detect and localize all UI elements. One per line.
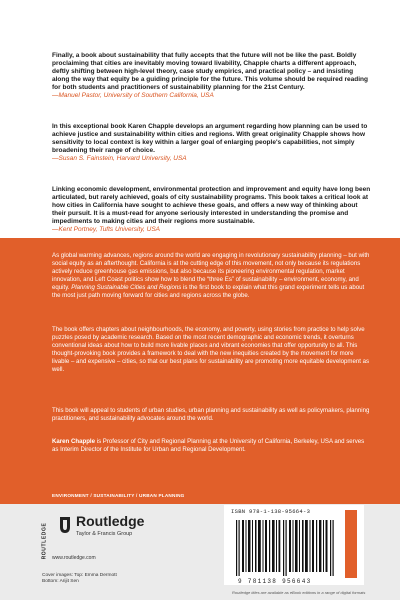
publisher-vertical-text: ROUTLEDGE: [41, 522, 48, 560]
endorsement-quote: [52, 186, 372, 234]
author-bio-text: is Professor of City and Regional Planning at the University of California, Berkeley, USA and serves as Interim Director of the Institute for Urban and Regional Development.: [52, 438, 365, 453]
endorsements-section: [0, 0, 400, 238]
quote-attribution: —Kent Portney, Tufts University, USA: [52, 226, 161, 233]
barcode-graphic: [234, 520, 338, 576]
description-paragraph: [52, 252, 370, 299]
quote-text: In this exceptional book Karen Chapple develops an argument regarding how planning can be used to achieve justice and sustainability within cities and regions. With great originality Chapple shows how sensitivity to local context is key within a larger goal of enlarging people's capabilities, not simply broadening their range of choice.: [52, 123, 368, 154]
endorsement-quote: [52, 123, 372, 163]
cover-credits: [42, 573, 117, 585]
ean-number: 9 781138 956643: [238, 578, 312, 585]
subject-categories: ENVIRONMENT / SUSTAINABILITY / URBAN PLANNING: [52, 493, 185, 498]
publisher-subtitle: Taylor & Francis Group: [76, 531, 133, 537]
author-bio: [52, 438, 370, 454]
informa-tag: [336, 510, 357, 578]
credit-line: Cover images: Top: Emma Dermott: [42, 573, 117, 578]
endorsement-quote: [52, 52, 372, 100]
description-text: As global warming advances, regions around the world are engaging in revolutionary sustainability planning – but with social equity as an afterthought. California is at the cutting edge of this movement, not only because its regulations actively reduce greenhouse gas emissions, but also because its pioneering environmental regulation, market innovation, and Left Coast politics show how to blend the “three Es” of sustainability – environment, economy, and equity.: [52, 252, 370, 291]
quote-attribution: —Manuel Pastor, University of Southern California, USA: [52, 92, 214, 99]
description-text: is the first book to explain what this grand experiment tells us about the most just path moving forward for cities and regions across the globe.: [52, 283, 365, 299]
quote-text: Linking economic development, environmental protection and improvement and equity have long been articulated, but rarely achieved, goals of city sustainability programs. This book takes a critical look at how cities in California have sought to achieve these goals, and offers a new way of thinking about their pursuit. It is a must-read for anyone seriously interested in understanding the promise and impediments to making cities and their regions more sustainable.: [52, 186, 371, 225]
ebook-note: Routledge titles are available as eBook editions in a range of digital formats: [232, 590, 366, 595]
publisher-website[interactable]: www.routledge.com: [52, 555, 96, 561]
publisher-name: Routledge: [76, 513, 145, 529]
description-panel: [0, 238, 400, 504]
credit-line: Bottom: Arijit Sen: [42, 579, 79, 584]
author-name: Karen Chapple: [52, 438, 96, 445]
quote-attribution: —Susan S. Fainstein, Harvard University, USA: [52, 155, 187, 162]
description-paragraph: This book will appeal to students of urban studies, urban planning and sustainability as well as policymakers, planning practitioners, and sustainability advocates around the world.: [52, 407, 370, 422]
book-title-inline: Planning Sustainable Cities and Regions: [71, 283, 182, 291]
isbn-label: ISBN 978-1-138-95664-3: [231, 508, 311, 515]
quote-text: Finally, a book about sustainability that fully accepts that the future will not be like the past. Boldly proclaiming that cities are inevitably moving toward livability, Chapple charts a different approach, deftly shifting between high-level theory, case study empirics, and practical policy – and insisting along the way that equity be a guiding principle for the future. This volume should be required reading for both students and practitioners of sustainability planning for the 21st Century.: [52, 52, 369, 91]
routledge-logo-icon: [58, 516, 72, 534]
description-paragraph: The book offers chapters about neighbourhoods, the economy, and poverty, using stories from practice to help solve puzzles posed by academic research. Based on the most recent demographic and economic trends, it overturns conventional ideas about how to build more livable places and vibrant economies that offer opportunity to all. This thought-provoking book provides a framework to deal with the new inequities created by the movement for more livable – and expensive – cities, so that our best plans for sustainability are promoting more equitable development as well.: [52, 326, 370, 373]
informa-tag-text: an informa business: [336, 524, 342, 561]
